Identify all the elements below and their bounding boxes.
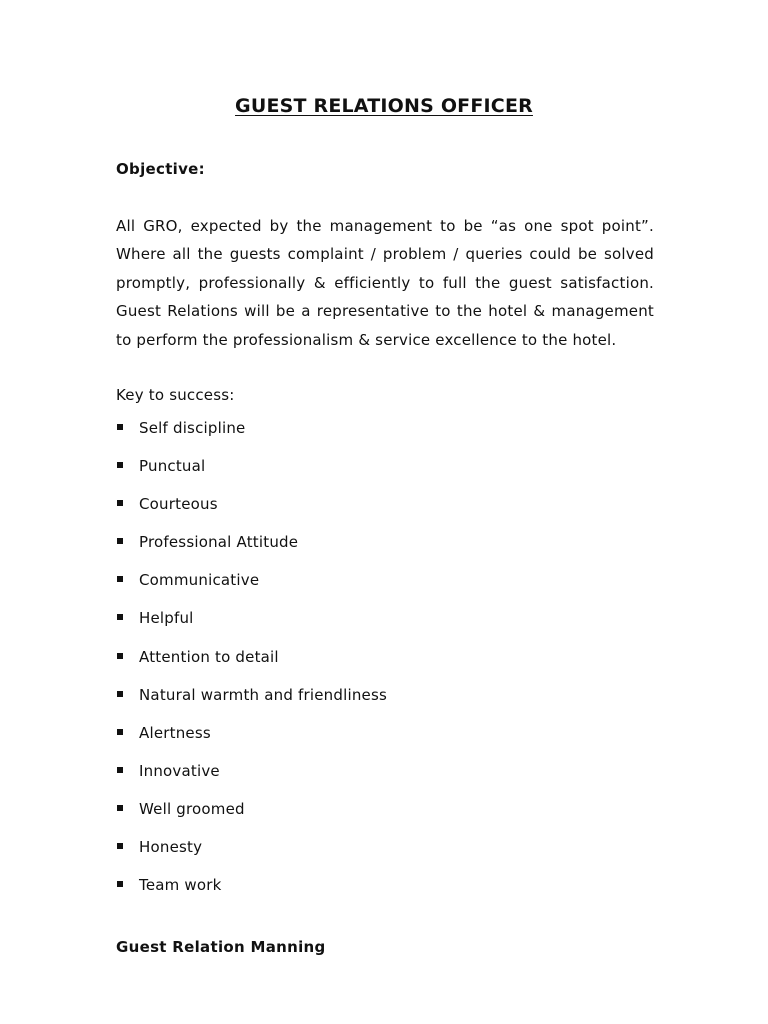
list-item-label: Courteous: [139, 495, 218, 514]
square-bullet-icon: [117, 843, 123, 849]
list-item-label: Honesty: [139, 838, 203, 857]
square-bullet-icon: [117, 691, 123, 697]
list-item-label: Attention to detail: [139, 647, 279, 666]
square-bullet-icon: [117, 614, 123, 620]
list-item-label: Punctual: [139, 457, 206, 476]
square-bullet-icon: [117, 729, 123, 735]
square-bullet-icon: [117, 538, 123, 544]
objective-paragraph: All GRO, expected by the management to be “as one spot point”. Where all the guests complaint / problem / queries could be solved promptly, professionally & efficiently to full the guest satisfaction. Guest Relations will be a representative to the hotel & management to perform the professionalism & service excellence to the hotel.: [116, 217, 654, 349]
square-bullet-icon: [117, 462, 123, 468]
list-item-label: Communicative: [139, 571, 260, 590]
list-item-label: Alertness: [139, 723, 211, 742]
square-bullet-icon: [117, 576, 123, 582]
list-item-label: Helpful: [139, 609, 194, 628]
square-bullet-icon: [117, 500, 123, 506]
objective-heading: Objective:: [116, 160, 205, 178]
square-bullet-icon: [117, 767, 123, 773]
list-item-label: Innovative: [139, 761, 220, 780]
square-bullet-icon: [117, 653, 123, 659]
list-item-label: Team work: [139, 876, 222, 895]
list-item-label: Well groomed: [139, 799, 245, 818]
square-bullet-icon: [117, 424, 123, 430]
key-to-success-heading: Key to success:: [116, 386, 235, 404]
list-item-label: Natural warmth and friendliness: [139, 685, 387, 704]
guest-relation-manning-heading: Guest Relation Manning: [116, 938, 326, 956]
square-bullet-icon: [117, 805, 123, 811]
document-title: GUEST RELATIONS OFFICER: [235, 95, 533, 117]
list-item-label: Professional Attitude: [139, 533, 299, 552]
list-item-label: Self discipline: [139, 419, 246, 437]
square-bullet-icon: [117, 881, 123, 887]
